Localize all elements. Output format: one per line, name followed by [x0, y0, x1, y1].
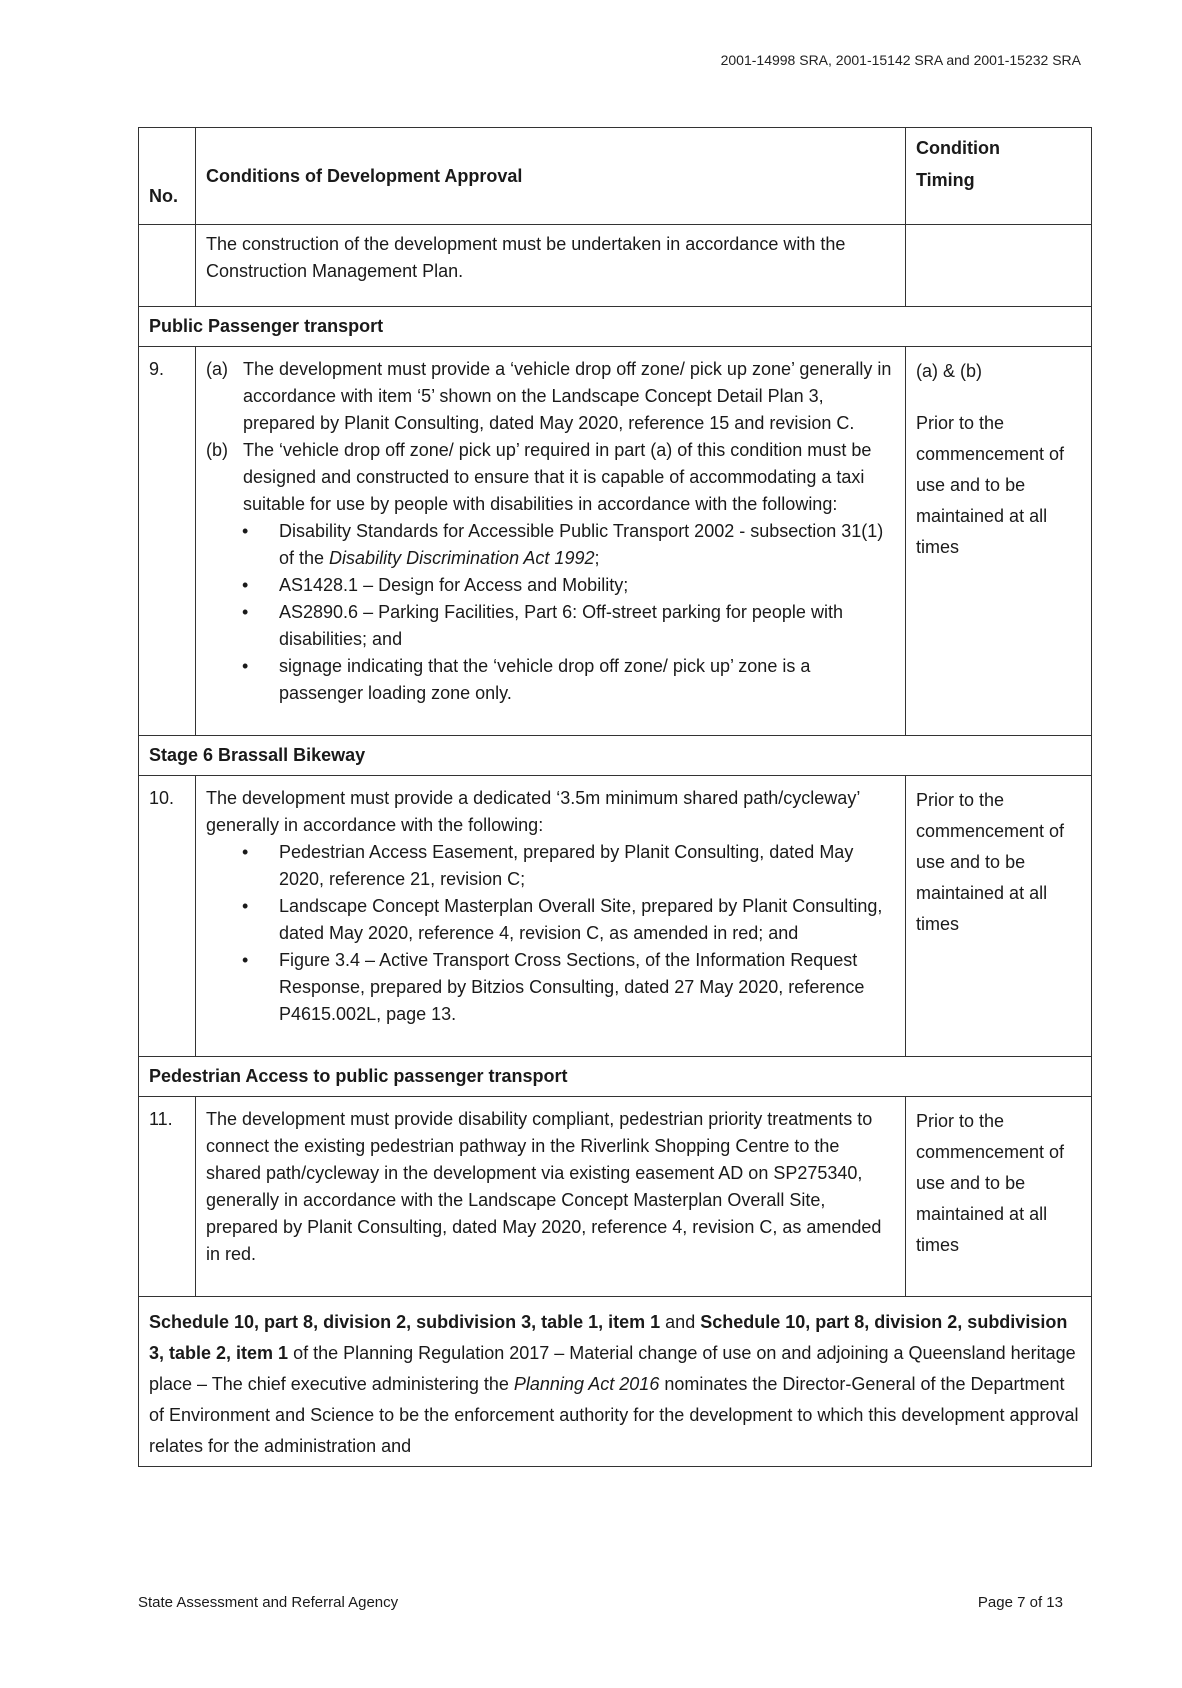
document-reference: 2001-14998 SRA, 2001-15142 SRA and 2001-15232 SRA: [720, 52, 1081, 68]
list-item: [206, 947, 895, 1028]
condition-9-part-a: [206, 356, 895, 437]
bullet-text: [279, 518, 895, 572]
section-row: [139, 1057, 1092, 1097]
bullet-icon: •: [242, 521, 249, 541]
act-title: Planning Act 2016: [513, 1374, 660, 1394]
bullet-text: AS1428.1 – Design for Access and Mobility;: [279, 575, 629, 595]
section-row: [139, 736, 1092, 776]
part-label: (a): [206, 359, 228, 379]
section-bikeway: Stage 6 Brassall Bikeway: [139, 736, 1092, 776]
col-header-timing-line2: Timing: [916, 170, 975, 190]
section-public-passenger: Public Passenger transport: [139, 307, 1092, 347]
bullet-text: signage indicating that the ‘vehicle drop off zone/ pick up’ zone is a passenger loading zone only.: [279, 656, 811, 703]
condition-10-timing: Prior to the commencement of use and to be maintained at all times: [906, 776, 1092, 1057]
table-row: [139, 225, 1092, 307]
timing-text: Prior to the commencement of use and to be maintained at all times: [916, 413, 1065, 557]
footer-agency: State Assessment and Referral Agency: [138, 1594, 399, 1611]
condition-9-part-b: [206, 437, 895, 518]
timing-empty: [906, 225, 1092, 307]
bullet-text: AS2890.6 – Parking Facilities, Part 6: Off-street parking for people with disabilities; and: [279, 602, 843, 649]
col-header-conditions: Conditions of Development Approval: [196, 128, 906, 225]
condition-11-text: The development must provide disability compliant, pedestrian priority treatments to connect the existing pedestrian pathway in the Riverlink Shopping Centre to the shared path/cycleway in the development via existing easement AD on SP275340, generally in accordance with the Landscape Concept Masterplan Overall Site, prepared by Planit Consulting, dated May 2020, reference 4, revision C, as amended in red.: [196, 1097, 906, 1297]
table-row: [139, 776, 1092, 1057]
list-item: [206, 518, 895, 572]
condition-10-text: The development must provide a dedicated ‘3.5m minimum shared path/cycleway’ generally in accordance with the following:: [206, 788, 860, 835]
condition-9-bullets: [206, 518, 895, 707]
list-item: [206, 653, 895, 707]
col-header-timing: [906, 128, 1092, 225]
list-item: [206, 599, 895, 653]
bullet-text-part: ;: [594, 548, 600, 568]
condition-10-body: [196, 776, 906, 1057]
schedule-text: of the Planning Regulation 2017 – Material change of use on and adjoining a Queensland heritage place – The chief executive administering the: [149, 1343, 1076, 1394]
table-header-row: [139, 128, 1092, 225]
condition-11-timing: Prior to the commencement of use and to be maintained at all times: [906, 1097, 1092, 1297]
col-header-no: No.: [139, 128, 196, 225]
row-number-empty: [139, 225, 196, 307]
bullet-icon: •: [242, 896, 249, 916]
condition-9-timing: [906, 347, 1092, 736]
bullet-icon: •: [242, 602, 249, 622]
condition-number-10: 10.: [139, 776, 196, 1057]
part-label: (b): [206, 440, 228, 460]
schedule-row: [139, 1297, 1092, 1467]
part-text: The development must provide a ‘vehicle drop off zone/ pick up zone’ generally in accordance with item ‘5’ shown on the Landscape Concept Detail Plan 3, prepared by Planit Consulting, dated May 2020, reference 15 and revision C.: [243, 359, 892, 433]
condition-number-9: 9.: [139, 347, 196, 736]
bullet-icon: •: [242, 842, 249, 862]
bullet-text: Pedestrian Access Easement, prepared by Planit Consulting, dated May 2020, reference 21, revision C;: [279, 842, 854, 889]
list-item: [206, 572, 895, 599]
condition-number-11: 11.: [139, 1097, 196, 1297]
bullet-icon: •: [242, 575, 249, 595]
bullet-text: Figure 3.4 – Active Transport Cross Sections, of the Information Request Response, prepared by Bitzios Consulting, dated 27 May 2020, reference P4615.002L, page 13.: [279, 950, 865, 1024]
condition-9-body: [196, 347, 906, 736]
table-row: [139, 347, 1092, 736]
schedule-paragraph: [139, 1297, 1092, 1467]
table-row: [139, 1097, 1092, 1297]
conditions-table: [138, 127, 1092, 1467]
bullet-text-part: Disability Standards for Accessible Public Transport 2002 - subsection 31(1) of the: [279, 521, 884, 568]
continuation-text: The construction of the development must be undertaken in accordance with the Construction Management Plan.: [196, 225, 906, 307]
timing-label: (a) & (b): [916, 361, 983, 381]
schedule-ref-1: Schedule 10, part 8, division 2, subdivision 3, table 1, item 1: [149, 1312, 661, 1332]
list-item: [206, 839, 895, 893]
bullet-icon: •: [242, 950, 249, 970]
condition-10-bullets: [206, 839, 895, 1028]
bullet-icon: •: [242, 656, 249, 676]
bullet-text: Landscape Concept Masterplan Overall Site, prepared by Planit Consulting, dated May 2020, reference 4, revision C, as amended in red; and: [279, 896, 883, 943]
part-text: The ‘vehicle drop off zone/ pick up’ required in part (a) of this condition must be designed and constructed to ensure that it is capable of accommodating a taxi suitable for use by people with disabilities in accordance with the following:: [243, 440, 872, 514]
schedule-and: and: [660, 1312, 701, 1332]
section-row: [139, 307, 1092, 347]
schedule-text: nominates the Director-General of the Department of Environment and Science to be the enforcement authority for the development to which this development approval relates for the administration and: [149, 1374, 1079, 1456]
list-item: [206, 893, 895, 947]
schedule-ref-2: Schedule 10, part 8, division 2, subdivision 3, table 2, item 1: [149, 1312, 1068, 1363]
section-pedestrian: Pedestrian Access to public passenger transport: [139, 1057, 1092, 1097]
act-title: Disability Discrimination Act 1992: [329, 548, 595, 568]
col-header-timing-line1: Condition: [916, 138, 1000, 158]
footer-page-number: Page 7 of 13: [977, 1594, 1063, 1611]
